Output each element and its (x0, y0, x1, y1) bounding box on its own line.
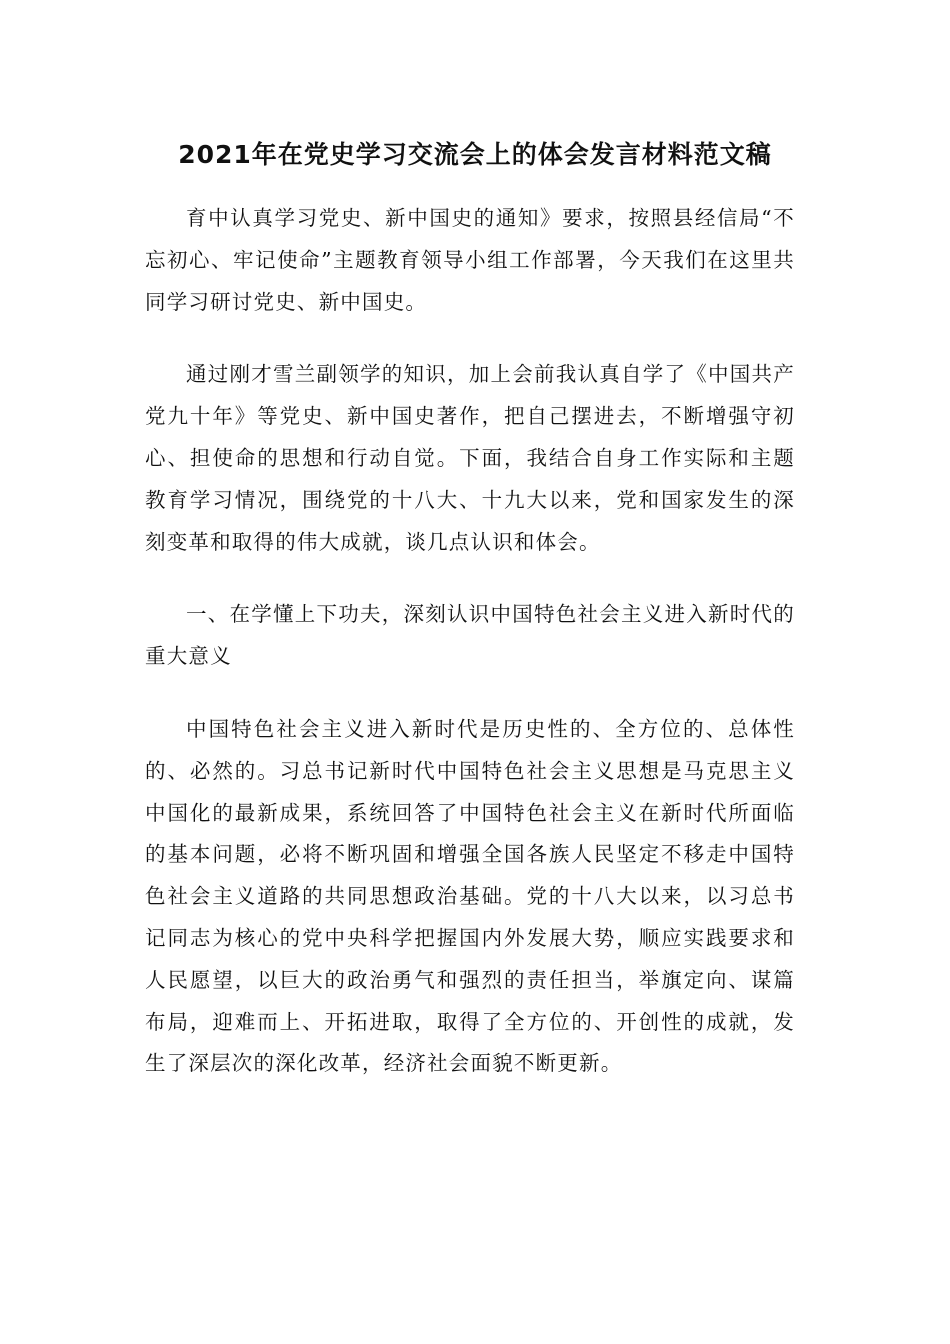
section-heading-1: 一、在学懂上下功夫，深刻认识中国特色社会主义进入新时代的重大意义 (145, 602, 795, 669)
document-title: 2021年在党史学习交流会上的体会发言材料范文稿 (178, 140, 772, 169)
paragraph-new-era: 中国特色社会主义进入新时代是历史性的、全方位的、总体性的、必然的。习总书记新时代中国特色社会主义思想是马克思主义中国化的最新成果，系统回答了中国特色社会主义在新时代所面临的基本问题，必将不断巩固和增强全国各族人民坚定不移走中国特色社会主义道路的共同思想政治基础。党的十八大以来，以习总书记同志为核心的党中央科学把握国内外发展大势，顺应实践要求和人民愿望，以巨大的政治勇气和强烈的责任担当，举旗定向、谋篇布局，迎难而上、开拓进取，取得了全方位的、开创性的成就，发生了深层次的深化改革，经济社会面貌不断更新。 (145, 716, 795, 1076)
paragraph-intro: 育中认真学习党史、新中国史的通知》要求，按照县经信局“不忘初心、牢记使命”主题教育领导小组工作部署，今天我们在这里共同学习研讨党史、新中国史。 (145, 206, 795, 314)
document-body (145, 198, 795, 1116)
paragraph-study: 通过刚才雪兰副领学的知识，加上会前我认真自学了《中国共产党九十年》等党史、新中国史著作，把自己摆进去，不断增强守初心、担使命的思想和行动自觉。下面，我结合自身工作实际和主题教育学习情况，围绕党的十八大、十九大以来，党和国家发生的深刻变革和取得的伟大成就，谈几点认识和体会。 (145, 362, 795, 554)
